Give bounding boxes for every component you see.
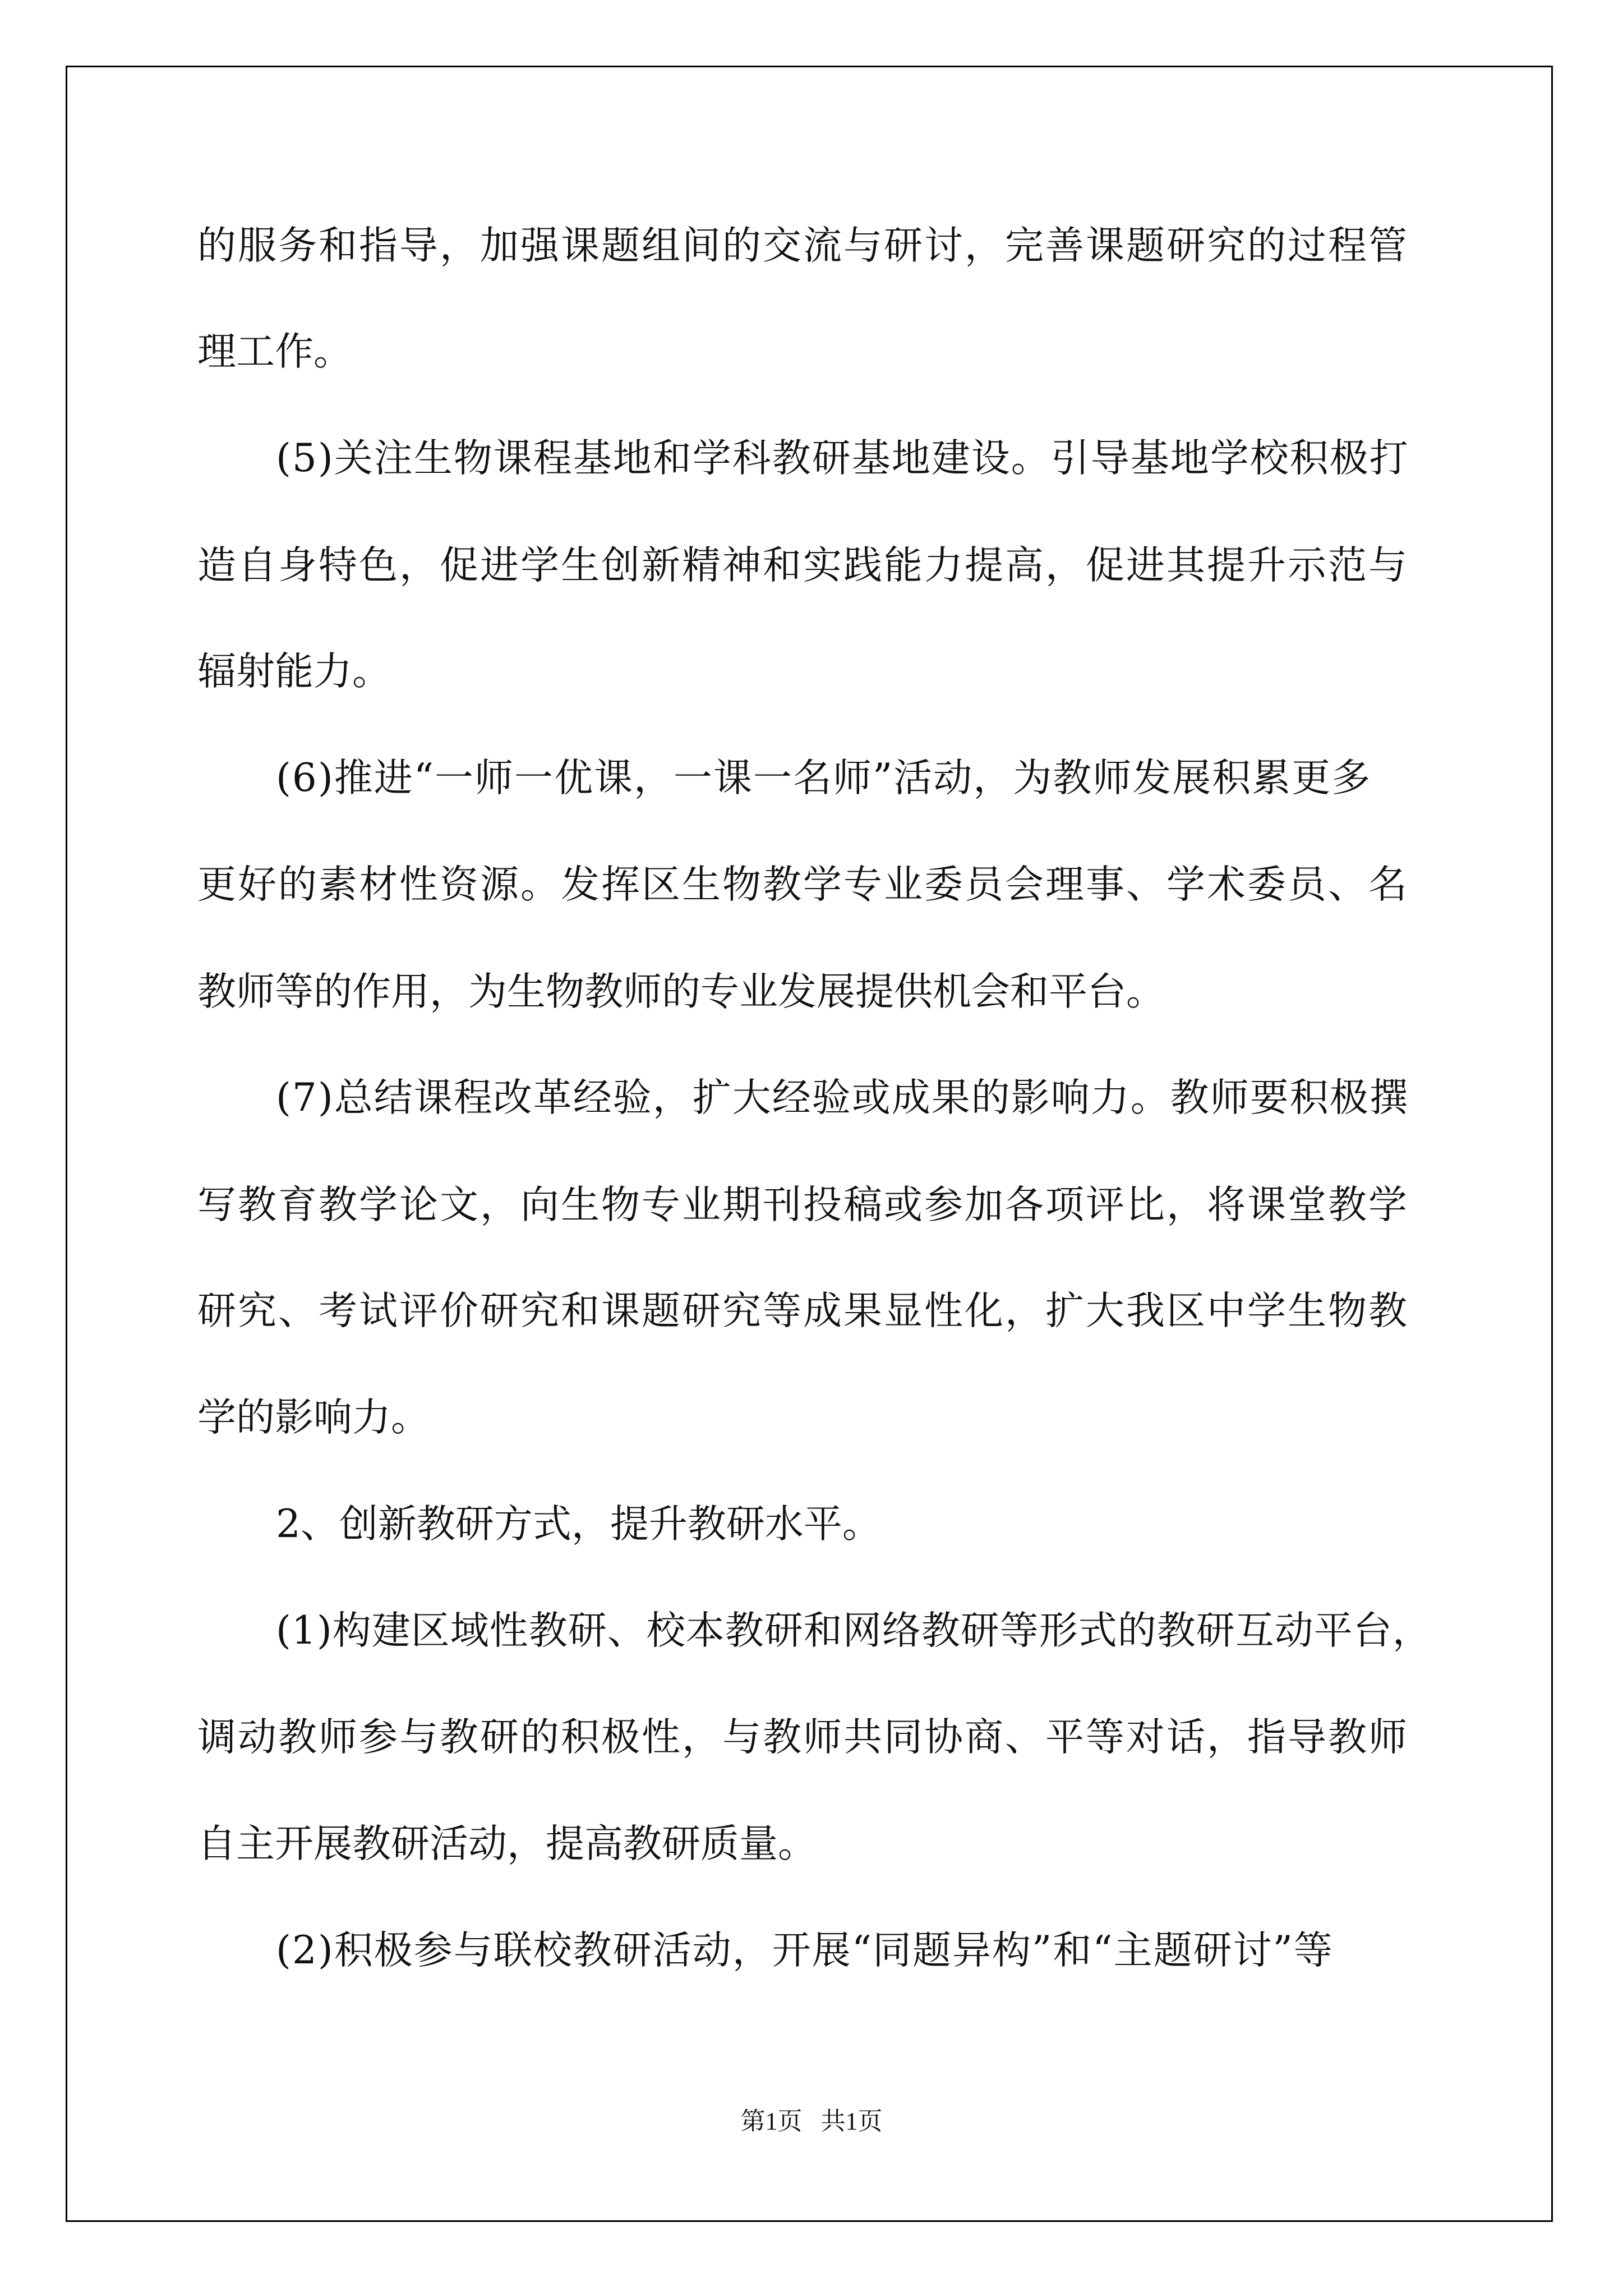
text-line: 的服务和指导，加强课题组间的交流与研讨，完善课题研究的过程管 xyxy=(197,223,1409,268)
paragraph-item-6: (6)推进“一师一优课，一课一名师”活动，为教师发展积累更多 xyxy=(276,756,1372,800)
paragraph-item-1: (1)构建区域性教研、校本教研和网络教研等形式的教研互动平台， xyxy=(276,1608,1432,1653)
text-line: 教师等的作用，为生物教师的专业发展提供机会和平台。 xyxy=(197,969,1165,1014)
text-line: 更好的素材性资源。发挥区生物教学专业委员会理事、学术委员、名 xyxy=(197,862,1409,907)
page-footer: 第1页 共1页 xyxy=(740,2108,883,2135)
text-line: 造自身特色，促进学生创新精神和实践能力提高，促进其提升示范与 xyxy=(197,543,1409,588)
text-line: 自主开展教研活动，提高教研质量。 xyxy=(197,1821,817,1866)
text-line: 理工作。 xyxy=(197,329,352,374)
paragraph-item-5: (5)关注生物课程基地和学科教研基地建设。引导基地学校积极打 xyxy=(276,436,1409,481)
text-line: 学的影响力。 xyxy=(197,1395,430,1440)
paragraph-item-7: (7)总结课程改革经验，扩大经验或成果的影响力。教师要积极撰 xyxy=(276,1075,1409,1120)
text-line: 研究、考试评价研究和课题研究等成果显性化，扩大我区中学生物教 xyxy=(197,1289,1409,1333)
section-heading-2: 2、创新教研方式，提升教研水平。 xyxy=(276,1502,881,1547)
paragraph-item-2: (2)积极参与联校教研活动，开展“同题异构”和“主题研讨”等 xyxy=(276,1928,1334,1973)
page-border xyxy=(66,66,1553,2222)
text-line: 写教育教学论文，向生物专业期刊投稿或参加各项评比，将课堂教学 xyxy=(197,1182,1409,1227)
text-line: 辐射能力。 xyxy=(197,649,391,694)
text-line: 调动教师参与教研的积极性，与教师共同协商、平等对话，指导教师 xyxy=(197,1715,1409,1760)
